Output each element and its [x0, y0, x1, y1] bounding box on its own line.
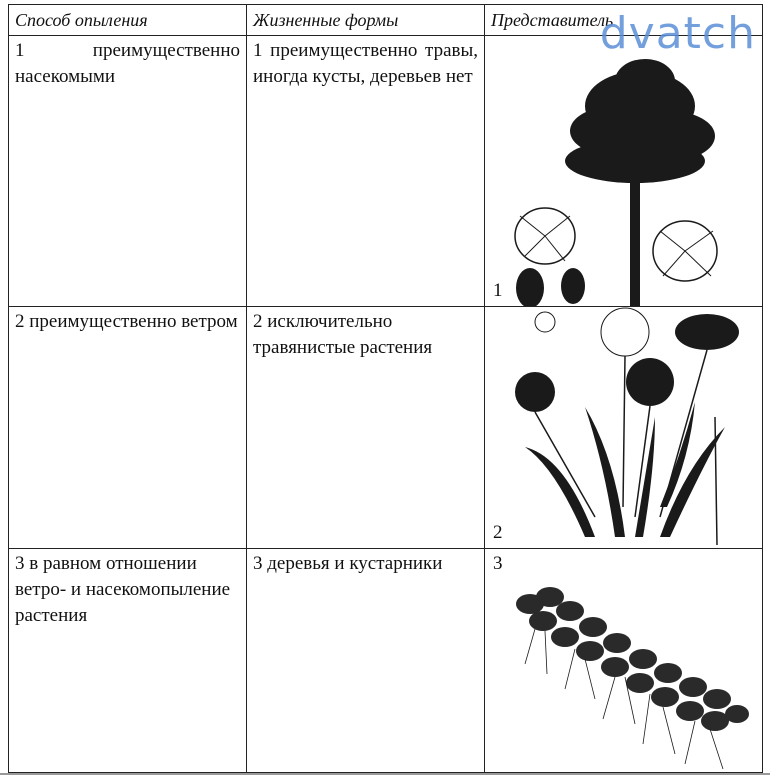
- row2-pollination: 2 преимущественно ветром: [9, 307, 247, 549]
- image-number-2: 2: [493, 522, 503, 543]
- row3-life-form: 3 деревья и кустарники: [247, 549, 485, 773]
- salvinia-fern-icon: [485, 549, 763, 772]
- row3-pollination: 3 в равном отношении ветро- и насекомопыление растения: [9, 549, 247, 773]
- watermark-logo: dvatch: [599, 8, 756, 59]
- biology-table: [8, 4, 763, 773]
- image-number-3: 3: [493, 553, 503, 574]
- row3-image-cell: [485, 549, 763, 773]
- table-row: [9, 549, 763, 773]
- row1-pollination: 1 преимущественно насекомыми: [9, 36, 247, 307]
- header-representative: Представитель: [485, 5, 763, 36]
- row2-life-form: 2 исключительно травянистые растения: [247, 307, 485, 549]
- pine-tree-icon: [485, 36, 763, 306]
- row2-image-cell: [485, 307, 763, 549]
- header-pollination: Способ опыления: [9, 5, 247, 36]
- table-row: [9, 36, 763, 307]
- table-row: [9, 307, 763, 549]
- header-life-forms: Жизненные формы: [247, 5, 485, 36]
- image-number-1: 1: [493, 280, 503, 301]
- row1-life-form: 1 преимущественно травы, иногда кусты, деревьев нет: [247, 36, 485, 307]
- bottom-divider: [0, 773, 770, 775]
- row1-image-cell: [485, 36, 763, 307]
- dandelion-icon: [485, 307, 763, 548]
